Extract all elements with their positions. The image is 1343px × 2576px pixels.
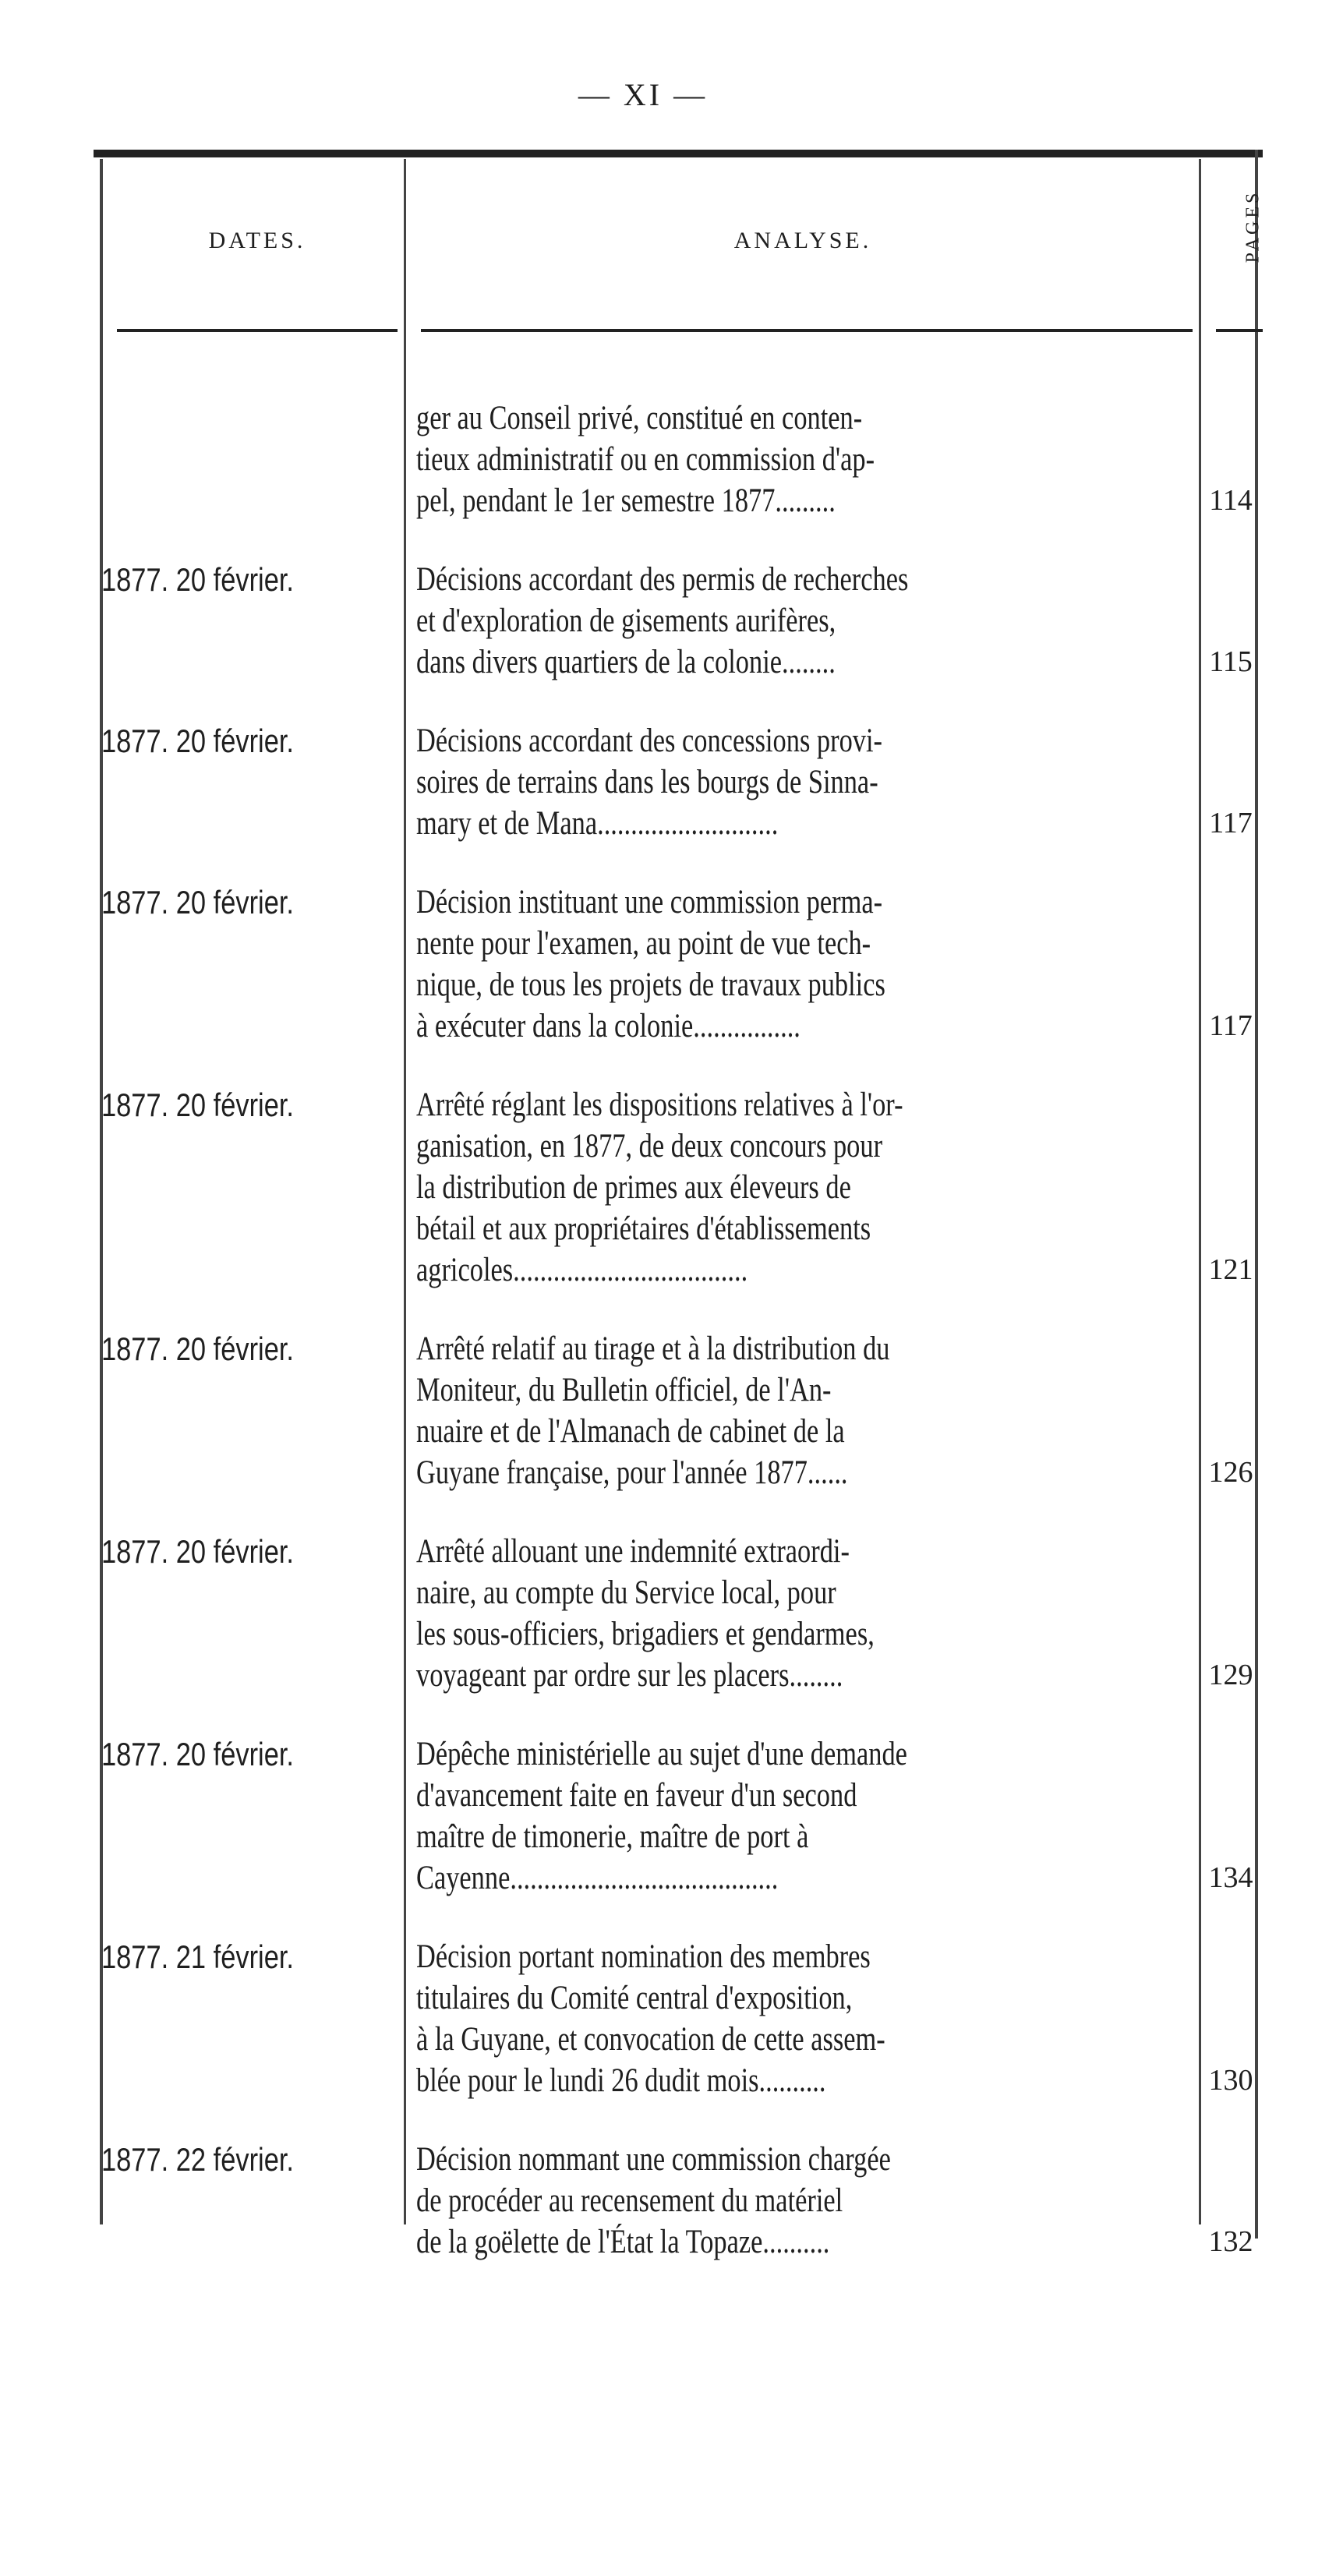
entry-page: 117 xyxy=(1209,1009,1253,1042)
entry-date: 1877. 20 février. xyxy=(101,1736,294,1772)
entry-analysis-line: les sous-officiers, brigadiers et gendarmes, xyxy=(416,1616,875,1652)
entry-analysis xyxy=(416,1084,1196,1291)
entry-page: 115 xyxy=(1209,645,1253,678)
entry-analysis-line: Moniteur, du Bulletin officiel, de l'An- xyxy=(416,1372,832,1408)
entry-analysis-line: Décision portant nomination des membres xyxy=(416,1938,871,1975)
entry-page: 129 xyxy=(1208,1659,1253,1691)
entry-analysis-line: à la Guyane, et convocation de cette assem- xyxy=(416,2021,885,2058)
entry-analysis xyxy=(416,882,1196,1047)
entry-analysis xyxy=(416,398,1196,521)
entry-date: 1877. 21 février. xyxy=(101,1938,294,1975)
entry-date: 1877. 22 février. xyxy=(101,2141,294,2178)
entry-analysis-line: Arrêté réglant les dispositions relatives à l'or- xyxy=(416,1087,903,1123)
entry-analysis-line: ger au Conseil privé, constitué en conten- xyxy=(416,400,863,436)
header-underline-analyse xyxy=(421,329,1193,332)
index-table xyxy=(94,150,1263,2260)
entry-date: 1877. 20 février. xyxy=(101,1533,294,1570)
entry-analysis xyxy=(416,559,1196,683)
entry-analysis-line: Arrêté allouant une indemnité extraordi- xyxy=(416,1533,850,1570)
entry-date: 1877. 20 février. xyxy=(101,1330,294,1367)
entry-page: 121 xyxy=(1208,1253,1253,1286)
entry-analysis-line: d'avancement faite en faveur d'un second xyxy=(416,1777,857,1814)
entry-analysis-line: et d'exploration de gisements aurifères, xyxy=(416,602,836,639)
entry-analysis-line: voyageant par ordre sur les placers........ xyxy=(416,1657,843,1694)
entry-page: 117 xyxy=(1209,807,1253,839)
left-border xyxy=(100,159,103,2224)
entry-analysis-line: agricoles................................... xyxy=(416,1252,748,1288)
entry-date: 1877. 20 février. xyxy=(101,1087,294,1123)
entry-analysis-line: Cayenne........................................ xyxy=(416,1860,779,1896)
entry-page: 134 xyxy=(1208,1861,1253,1894)
column-divider-pages xyxy=(1199,159,1201,2224)
entry-date: 1877. 20 février. xyxy=(101,723,294,759)
entry-page: 130 xyxy=(1208,2064,1253,2097)
entry-analysis xyxy=(416,1733,1196,1899)
entry-analysis-line: Décision nommant une commission chargée xyxy=(416,2141,891,2178)
header-dates: DATES. xyxy=(208,228,306,253)
entry-page: 132 xyxy=(1208,2225,1253,2258)
entry-analysis-line: nente pour l'examen, au point de vue tech- xyxy=(416,925,871,962)
entry-analysis-line: Arrêté relatif au tirage et à la distribution du xyxy=(416,1330,890,1367)
entry-analysis-line: naire, au compte du Service local, pour xyxy=(416,1574,836,1611)
entry-analysis-line: ganisation, en 1877, de deux concours pour xyxy=(416,1128,883,1164)
entry-date: 1877. 20 février. xyxy=(101,561,294,598)
entry-analysis-line: dans divers quartiers de la colonie........ xyxy=(416,644,836,680)
table-top-rule xyxy=(94,150,1263,157)
entry-analysis-line: la distribution de primes aux éleveurs de xyxy=(416,1169,851,1206)
entry-analysis-line: soires de terrains dans les bourgs de Sinna- xyxy=(416,764,878,800)
entry-analysis-line: Dépêche ministérielle au sujet d'une demande xyxy=(416,1736,907,1772)
entry-analysis-line: Décisions accordant des concessions provi- xyxy=(416,723,883,759)
entry-analysis-line: nique, de tous les projets de travaux publics xyxy=(416,966,885,1003)
entry-analysis-line: maître de timonerie, maître de port à xyxy=(416,1818,809,1855)
entry-page: 114 xyxy=(1209,484,1253,517)
entry-analysis-line: pel, pendant le 1er semestre 1877......... xyxy=(416,482,836,519)
entry-analysis xyxy=(416,720,1196,844)
header-analyse: ANALYSE. xyxy=(733,228,872,253)
column-divider-dates xyxy=(404,159,406,2224)
entry-analysis-line: nuaire et de l'Almanach de cabinet de la xyxy=(416,1413,845,1450)
entry-analysis-line: Décisions accordant des permis de recherches xyxy=(416,561,909,598)
header-underline-pages xyxy=(1216,329,1263,332)
entry-date: 1877. 20 février. xyxy=(101,884,294,921)
entry-page: 126 xyxy=(1208,1456,1253,1489)
entry-analysis-line: à exécuter dans la colonie................ xyxy=(416,1008,800,1044)
entry-analysis-line: Guyane française, pour l'année 1877...... xyxy=(416,1454,848,1491)
entry-analysis-line: mary et de Mana........................... xyxy=(416,805,779,842)
entry-analysis-line: de la goëlette de l'État la Topaze.......... xyxy=(416,2224,830,2260)
entry-analysis-line: de procéder au recensement du matériel xyxy=(416,2182,843,2219)
entry-analysis-line: tieux administratif ou en commission d'ap- xyxy=(416,441,875,478)
right-border xyxy=(1255,150,1258,2239)
entry-analysis-line: bétail et aux propriétaires d'établissements xyxy=(416,1210,871,1247)
entry-analysis-line: titulaires du Comité central d'exposition, xyxy=(416,1980,853,2016)
entry-analysis xyxy=(416,1531,1196,1696)
header-pages: PAGES xyxy=(1242,189,1263,263)
entry-analysis xyxy=(416,1328,1196,1493)
entry-analysis-line: blée pour le lundi 26 dudit mois.......... xyxy=(416,2062,826,2099)
entry-analysis-line: Décision instituant une commission perma- xyxy=(416,884,883,921)
entry-analysis xyxy=(416,1936,1196,2101)
header-underline-dates xyxy=(117,329,398,332)
entry-analysis xyxy=(416,2139,1196,2263)
page-number: — XI — xyxy=(578,77,709,112)
